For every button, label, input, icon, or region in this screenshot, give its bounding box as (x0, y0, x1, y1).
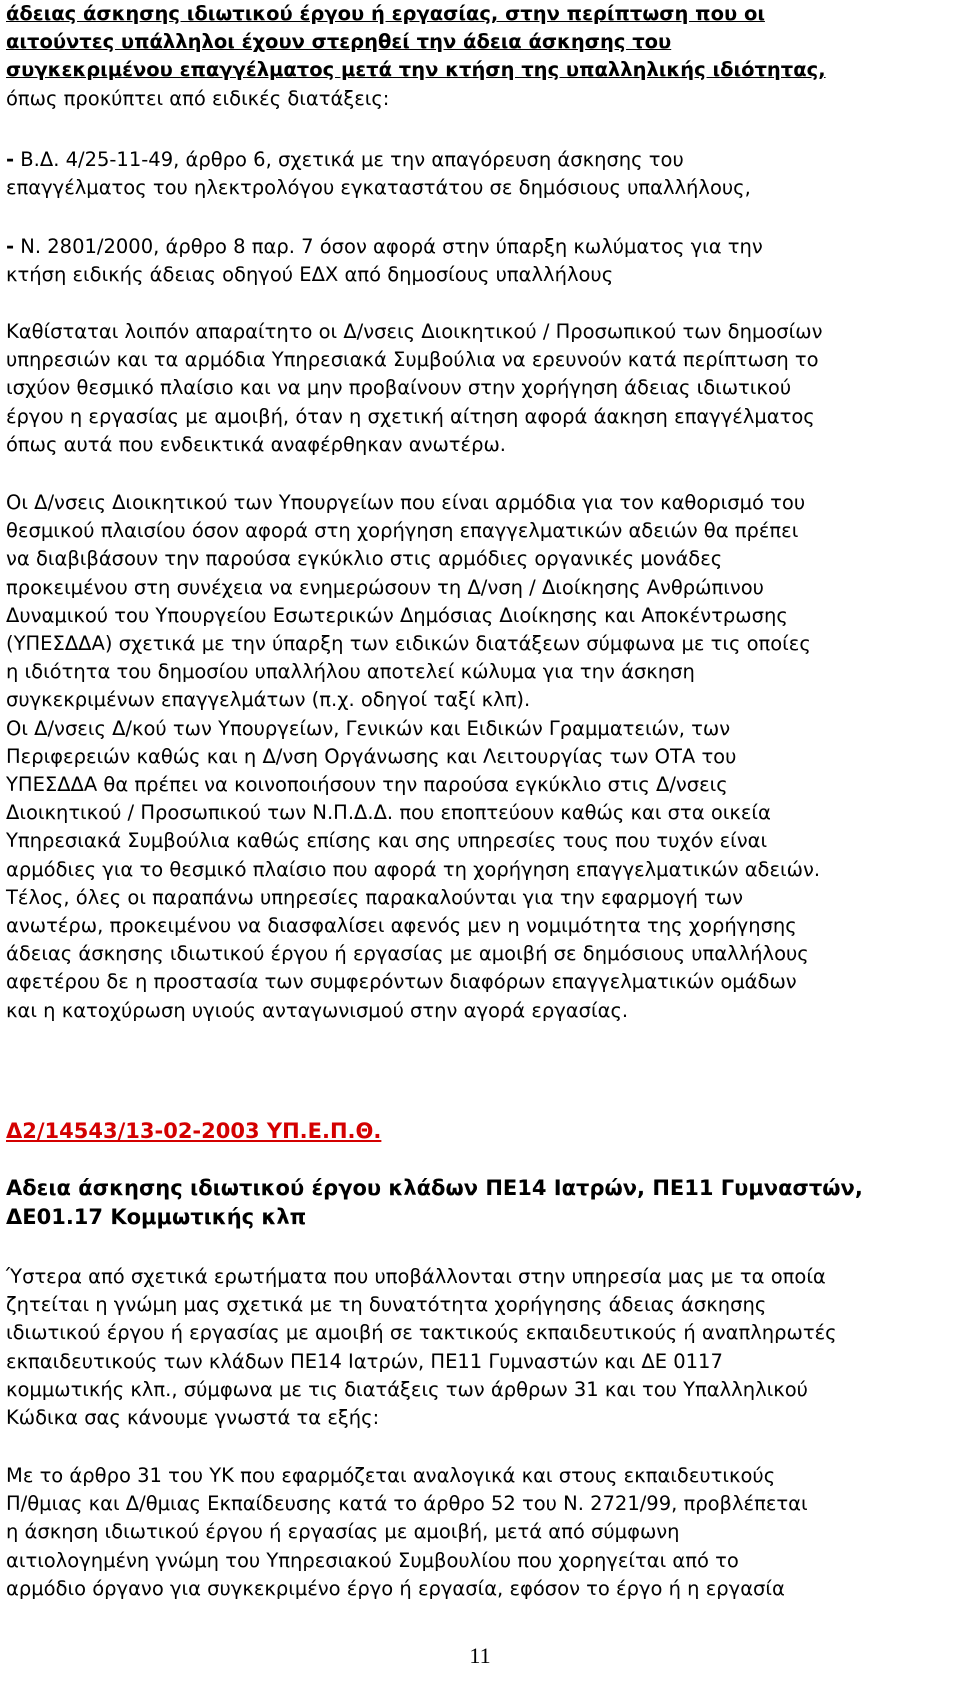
paragraph-line: (ΥΠΕΣΔΔΑ) σχετικά με την ύπαρξη των ειδικών διατάξεων σύμφωνα με τις οποίες (6, 632, 811, 656)
paragraph-line: προκειμένου στη συνέχεια να ενημερώσουν τη Δ/νση / Διοίκησης Ανθρώπινου (6, 575, 764, 599)
intro-line: αιτούντες υπάλληλοι έχουν στερηθεί την άδεια άσκησης του (6, 30, 672, 54)
intro-line: συγκεκριμένου επαγγέλματος μετά την κτήση της υπαλληλικής ιδιότητας, (6, 58, 826, 82)
paragraph-line: Ύστερα από σχετικά ερωτήματα που υποβάλλονται στην υπηρεσία μας με τα οποία (6, 1265, 826, 1288)
heading-line: ΔΕ01.17 Κομμωτικής κλπ (6, 1205, 307, 1229)
paragraph-line: να διαβιβάσουν την παρούσα εγκύκλιο στις αρμόδιες οργανικές μονάδες (6, 547, 723, 571)
intro-line: άδειας άσκησης ιδιωτικού έργου ή εργασίας, στην περίπτωση που οι (6, 2, 765, 25)
paragraph-line: όπως αυτά που ενδεικτικά αναφέρθηκαν ανωτέρω. (6, 432, 506, 456)
paragraph-line: αρμόδιες για το θεσμικό πλαίσιο που αφορά τη χορήγηση επαγγελματικών αδειών. (6, 857, 821, 881)
paragraph (6, 1462, 808, 1603)
paragraph-line: Καθίσταται λοιπόν απαραίτητο οι Δ/νσεις Διοικητικού / Προσωπικού των δημοσίων (6, 320, 823, 343)
paragraph-line: αιτιολογημένη γνώμη του Υπηρεσιακού Συμβουλίου που χορηγείται από το (6, 1548, 739, 1572)
paragraph-line: ιδιωτικού έργου ή εργασίας με αμοιβή σε τακτικούς εκπαιδευτικούς ή αναπληρωτές (6, 1321, 837, 1345)
paragraph-line: Περιφερειών καθώς και η Δ/νση Οργάνωσης και Λειτουργίας των ΟΤΑ του (6, 744, 737, 768)
paragraph-line: εκπαιδευτικούς των κλάδων ΠΕ14 Ιατρών, ΠΕ11 Γυμναστών και ΔΕ 0117 (6, 1349, 723, 1373)
paragraph-line: Διοικητικού / Προσωπικού των Ν.Π.Δ.Δ. που εποπτεύουν καθώς και στα οικεία (6, 801, 771, 825)
bullet-text: κτήση ειδικής άδειας οδηγού ΕΔΧ από δημοσίους υπαλλήλους (6, 263, 614, 287)
paragraph-line: ισχύον θεσμικό πλαίσιο και να μην προβαίνουν στην χορήγηση άδειας ιδιωτικού (6, 376, 792, 400)
paragraph-line: Κώδικα σας κάνουμε γνωστά τα εξής: (6, 1406, 380, 1430)
paragraph-line: Υπηρεσιακά Συμβούλια καθώς επίσης και σης υπηρεσίες τους που τυχόν είναι (6, 829, 768, 853)
paragraph-line: ανωτέρω, προκειμένου να διασφαλίσει αφενός μεν η νομιμότητα της χορήγησης (6, 914, 797, 938)
bullet-text: Ν. 2801/2000, άρθρο 8 παρ. 7 όσον αφορά στην ύπαρξη κωλύματος για την (20, 235, 763, 258)
bullet-text: επαγγέλματος του ηλεκτρολόγου εγκαταστάτου σε δημόσιους υπαλλήλους, (6, 176, 751, 200)
paragraph-line: έργου η εργασίας με αμοιβή, όταν η σχετική αίτηση αφορά άακηση επαγγέλματος (6, 404, 815, 428)
paragraph-line: Τέλος, όλες οι παραπάνω υπηρεσίες παρακαλούνται για την εφαρμογή των (6, 885, 744, 909)
paragraph-line: ζητείται η γνώμη μας σχετικά με τη δυνατότητα χορήγησης άδειας άσκησης (6, 1293, 767, 1317)
bullet-text: Β.Δ. 4/25-11-49, άρθρο 6, σχετικά με την απαγόρευση άσκησης του (20, 148, 684, 171)
paragraph (6, 1263, 837, 1432)
bullet-dash: - (6, 148, 15, 171)
paragraph-line: η άσκηση ιδιωτικού έργου ή εργασίας με αμοιβή, μετά από σύμφωνη (6, 1520, 680, 1544)
page-number: 11 (469, 1643, 491, 1668)
paragraph-line: Οι Δ/νσεις Διοικητικού των Υπουργείων που είναι αρμόδια για τον καθορισμό του (6, 491, 806, 514)
paragraph-line: αφετέρου δε η προστασία των συμφερόντων διαφόρων επαγγελματικών ομάδων (6, 970, 797, 994)
paragraph-line: και η κατοχύρωση υγιούς ανταγωνισμού στην αγορά εργασίας. (6, 998, 629, 1022)
paragraph-line: Δυναμικού του Υπουργείου Εσωτερικών Δημόσιας Διοίκησης και Αποκέντρωσης (6, 603, 788, 627)
paragraph-line: υπηρεσιών και τα αρμόδια Υπηρεσιακά Συμβούλια να ερευνούν κατά περίπτωση το (6, 348, 819, 372)
bullet-item (6, 233, 763, 289)
bullet-dash: - (6, 235, 15, 258)
section-heading (6, 1174, 863, 1232)
paragraph-line: Π/θμιας και Δ/θμιας Εκπαίδευσης κατά το άρθρο 52 του Ν. 2721/99, προβλέπεται (6, 1492, 808, 1516)
paragraph-line: κομμωτικής κλπ., σύμφωνα με τις διατάξεις των άρθρων 31 και του Υπαλληλικού (6, 1377, 808, 1401)
paragraph (6, 318, 822, 459)
paragraph-line: συγκεκριμένων επαγγελμάτων (π.χ. οδηγοί ταξί κλπ). (6, 688, 531, 712)
paragraph-line: αρμόδιο όργανο για συγκεκριμένο έργο ή εργασία, εφόσον το έργο ή η εργασία (6, 1576, 785, 1600)
paragraph-line: Με το άρθρο 31 του ΥΚ που εφαρμόζεται αναλογικά και στους εκπαιδευτικούς (6, 1464, 776, 1487)
intro-tail: όπως προκύπτει από ειδικές διατάξεις: (6, 86, 390, 110)
bullet-item (6, 146, 751, 202)
paragraph-line: η ιδιότητα του δημοσίου υπαλλήλου αποτελεί κώλυμα για την άσκηση (6, 660, 695, 684)
heading-line: Αδεια άσκησης ιδιωτικού έργου κλάδων ΠΕ14 Ιατρών, ΠΕ11 Γυμναστών, (6, 1176, 863, 1200)
paragraph-line: Οι Δ/νσεις Δ/κού των Υπουργείων, Γενικών και Ειδικών Γραμματειών, των (6, 716, 731, 740)
reference-link[interactable]: Δ2/14543/13-02-2003 ΥΠ.Ε.Π.Θ. (6, 1119, 382, 1143)
paragraph-line: άδειας άσκησης ιδιωτικού έργου ή εργασίας με αμοιβή σε δημόσιους υπαλλήλους (6, 942, 809, 966)
paragraph-line: ΥΠΕΣΔΔΑ θα πρέπει να κοινοποιήσουν την παρούσα εγκύκλιο στις Δ/νσεις (6, 773, 728, 797)
intro-paragraph (6, 0, 826, 113)
paragraph-line: θεσμικού πλαισίου όσον αφορά στη χορήγηση επαγγελματικών αδειών θα πρέπει (6, 519, 799, 543)
paragraph (6, 489, 820, 1025)
